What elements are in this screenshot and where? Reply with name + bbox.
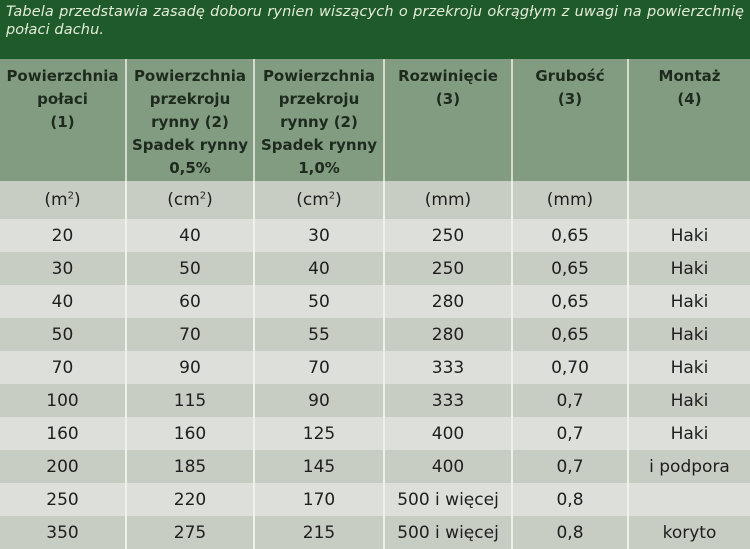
table-cell: Haki — [628, 384, 750, 417]
gutter-selection-table — [0, 59, 750, 549]
column-header: Powierzchnia przekroju rynny (2) Spadek rynny 0,5% — [126, 59, 254, 181]
table-cell: koryto — [628, 516, 750, 549]
table-cell: 40 — [126, 219, 254, 252]
table-row — [0, 285, 750, 318]
table-row — [0, 516, 750, 549]
table-cell: 70 — [126, 318, 254, 351]
table-cell: 250 — [384, 252, 512, 285]
table-cell: 170 — [254, 483, 384, 516]
table-row — [0, 417, 750, 450]
table-cell: 0,7 — [512, 417, 628, 450]
table-cell: 0,7 — [512, 384, 628, 417]
column-header: Rozwinięcie (3) — [384, 59, 512, 181]
column-header: Montaż (4) — [628, 59, 750, 181]
table-cell: 0,8 — [512, 516, 628, 549]
table-cell: 50 — [254, 285, 384, 318]
table-cell: Haki — [628, 351, 750, 384]
table-cell: 60 — [126, 285, 254, 318]
table-cell: 215 — [254, 516, 384, 549]
column-header: Powierzchnia przekroju rynny (2) Spadek rynny 1,0% — [254, 59, 384, 181]
table-cell: Haki — [628, 219, 750, 252]
table-cell: 0,7 — [512, 450, 628, 483]
table-row — [0, 483, 750, 516]
table-cell: 200 — [0, 450, 126, 483]
unit-cell: (mm) — [512, 181, 628, 219]
table-cell: 90 — [126, 351, 254, 384]
table-cell: 0,70 — [512, 351, 628, 384]
table-cell: 275 — [126, 516, 254, 549]
table-row — [0, 384, 750, 417]
table-cell: 145 — [254, 450, 384, 483]
table-cell: 333 — [384, 384, 512, 417]
table-cell: 250 — [384, 219, 512, 252]
table-cell: 30 — [254, 219, 384, 252]
table-cell: 70 — [0, 351, 126, 384]
table-cell: Haki — [628, 252, 750, 285]
table-cell: 30 — [0, 252, 126, 285]
table-cell: Haki — [628, 417, 750, 450]
table-cell: 125 — [254, 417, 384, 450]
table-row — [0, 219, 750, 252]
table-cell: 333 — [384, 351, 512, 384]
table-row — [0, 351, 750, 384]
table-cell: 115 — [126, 384, 254, 417]
unit-cell: $(m^2)$ — [0, 181, 126, 219]
unit-cell: $(cm^2)$ — [254, 181, 384, 219]
column-header: Grubość (3) — [512, 59, 628, 181]
table-row — [0, 450, 750, 483]
units-row — [0, 181, 750, 219]
table-cell: 160 — [0, 417, 126, 450]
table-cell — [628, 483, 750, 516]
table-cell: 20 — [0, 219, 126, 252]
table-cell: 40 — [254, 252, 384, 285]
table-cell: 250 — [0, 483, 126, 516]
table-cell: 40 — [0, 285, 126, 318]
table-cell: 400 — [384, 450, 512, 483]
table-cell: 0,65 — [512, 318, 628, 351]
column-header: Powierzchnia połaci (1) — [0, 59, 126, 181]
table-cell: 400 — [384, 417, 512, 450]
unit-cell: $(cm^2)$ — [126, 181, 254, 219]
table-cell: 185 — [126, 450, 254, 483]
table-cell: 0,8 — [512, 483, 628, 516]
header-row — [0, 59, 750, 181]
table-row — [0, 318, 750, 351]
table-cell: 220 — [126, 483, 254, 516]
table-cell: 100 — [0, 384, 126, 417]
table-cell: 280 — [384, 285, 512, 318]
table-cell: 55 — [254, 318, 384, 351]
table-cell: 70 — [254, 351, 384, 384]
table-cell: 0,65 — [512, 285, 628, 318]
table-cell: i podpora — [628, 450, 750, 483]
table-cell: 280 — [384, 318, 512, 351]
table-cell: 90 — [254, 384, 384, 417]
table-cell: 350 — [0, 516, 126, 549]
table-row — [0, 252, 750, 285]
table-cell: 50 — [126, 252, 254, 285]
table-cell: 500 i więcej — [384, 483, 512, 516]
unit-cell: (mm) — [384, 181, 512, 219]
table-cell: 50 — [0, 318, 126, 351]
table-caption: Tabela przedstawia zasadę doboru rynien wiszących o przekroju okrągłym z uwagi na powierzchnię połaci dachu. — [0, 0, 750, 59]
table-cell: 500 i więcej — [384, 516, 512, 549]
table-body — [0, 181, 750, 549]
table-cell: Haki — [628, 318, 750, 351]
unit-cell — [628, 181, 750, 219]
table-cell: 0,65 — [512, 219, 628, 252]
table-cell: Haki — [628, 285, 750, 318]
table-cell: 160 — [126, 417, 254, 450]
table-cell: 0,65 — [512, 252, 628, 285]
